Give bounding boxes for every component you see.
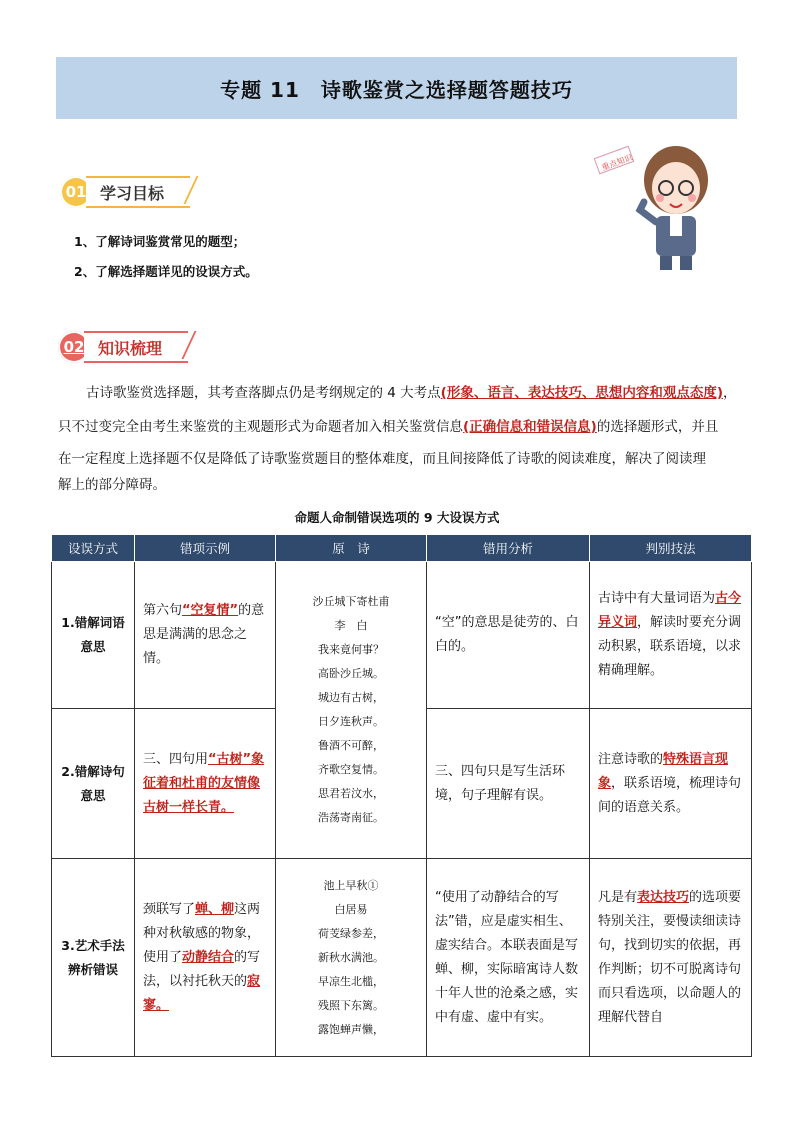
poem-line: 城边有古树， <box>318 691 384 704</box>
tip-cell <box>590 709 752 859</box>
poem-line: 早凉生北槛， <box>318 974 384 988</box>
section-label: 学习目标 <box>86 176 190 208</box>
example-highlight: 蝉、柳 <box>195 901 235 917</box>
intro-text: 的选择题形式，并且 <box>596 419 719 435</box>
column-header: 错用分析 <box>427 535 590 562</box>
poem-cell <box>276 562 427 859</box>
poem-line: 齐歌空复情。 <box>318 763 384 776</box>
table-caption: 命题人命制错误选项的 9 大设误方式 <box>294 510 500 525</box>
poem-line: 沙丘城下寄杜甫 <box>312 595 390 608</box>
goal-item: 1、了解诗词鉴赏常见的题型； <box>74 234 246 249</box>
poem-line: 李 白 <box>334 619 368 632</box>
tip-text: 的选项要特别关注，要慢读细读诗句，找到切实的依据，再作判断；切不可脱离诗句而只看选项，以命题人的理解代替自 <box>598 889 742 1025</box>
tip-text: ，联系语境，梳理诗句间的语意关系。 <box>598 775 742 815</box>
poem-line: 露饱蝉声懒， <box>318 1022 384 1036</box>
intro-highlight: (正确信息和错误信息) <box>463 419 597 435</box>
page-title: 专题 11 诗歌鉴赏之选择题答题技巧 <box>220 77 573 102</box>
analysis-cell: 三、四句只是写生活环境，句子理解有误。 <box>427 709 590 859</box>
tip-text: 古诗中有大量词语为 <box>598 591 716 606</box>
poem-line: 日夕连秋声。 <box>318 715 384 728</box>
section-number: 02 <box>58 331 90 363</box>
tip-highlight: 古今异义词 <box>598 591 742 630</box>
example-text: 的写法，以衬托秋天的 <box>143 949 261 989</box>
intro-text: 在一定程度上选择题不仅是降低了诗歌鉴赏题目的整体难度，而且间接降低了诗歌的阅读难度，解决了阅读理 <box>58 451 706 467</box>
example-cell <box>135 859 276 1057</box>
method-cell: 2.错解诗句意思 <box>52 709 135 859</box>
table-row <box>52 859 752 1057</box>
example-highlight: “古树”象征着和杜甫的友情像古树一样长青。 <box>143 751 265 815</box>
example-text: 这两种对秋敏感的物象，使用了 <box>143 901 261 965</box>
tip-highlight: 表达技巧 <box>637 889 690 905</box>
tip-cell <box>590 859 752 1057</box>
tip-text: ，解读时要充分调动积累，联系语境，以求精确理解。 <box>598 615 742 678</box>
poem-line: 池上早秋① <box>323 878 379 892</box>
section-badge-goals <box>60 176 190 208</box>
column-header: 设误方式 <box>52 535 135 562</box>
title-banner <box>56 57 737 119</box>
section-badge-knowledge <box>58 331 188 363</box>
tip-text: 注意诗歌的 <box>598 751 664 767</box>
tip-cell <box>590 562 752 709</box>
tip-text: 凡是有 <box>598 889 638 905</box>
example-highlight: 寂寥。 <box>143 973 261 1013</box>
example-text: 颈联写了 <box>143 901 196 917</box>
sticker-text: 重点知识 <box>600 152 634 173</box>
poem-line: 我来竟何事？ <box>318 643 384 656</box>
table-header-row <box>52 535 752 562</box>
table-row <box>52 562 752 709</box>
intro-text: 古诗歌鉴赏选择题，其考查落脚点仍是考纲规定的 4 大考点 <box>86 385 441 401</box>
teacher-illustration-icon <box>594 132 734 272</box>
intro-text: ， <box>723 385 737 401</box>
column-header: 错项示例 <box>135 535 276 562</box>
method-cell: 3.艺术手法辨析错误 <box>52 859 135 1057</box>
poem-line: 鲁酒不可醉， <box>318 739 384 752</box>
poem-line: 荷芰绿参差， <box>318 926 384 940</box>
analysis-cell: “使用了动静结合的写法”错，应是虚实相生、虚实结合。本联表面是写蝉、柳，实际暗寓诗人数十年人世的沧桑之感，实中有虚、虚中有实。 <box>427 859 590 1057</box>
intro-highlight: (形象、语言、表达技巧、思想内容和观点态度) <box>440 385 724 401</box>
intro-text: 只不过变完全由考生来鉴赏的主观题形式为命题者加入相关鉴赏信息 <box>58 419 463 435</box>
example-text: 第六句 <box>143 603 183 618</box>
poem-line: 浩荡寄南征。 <box>318 811 384 824</box>
column-header: 判别技法 <box>590 535 752 562</box>
example-text: 三、四句用 <box>143 751 209 767</box>
example-highlight: 动静结合 <box>182 949 235 965</box>
column-header: 原 诗 <box>276 535 427 562</box>
example-text: 的意思是满满的思念之情。 <box>143 603 265 666</box>
section-label: 知识梳理 <box>84 331 188 363</box>
poem-line: 新秋水满池。 <box>318 950 384 964</box>
tip-highlight: 特殊语言现象 <box>598 751 729 791</box>
intro-paragraph <box>58 380 748 498</box>
example-cell <box>135 562 276 709</box>
analysis-cell: “空”的意思是徒劳的、白白的。 <box>427 562 590 709</box>
section-number: 01 <box>60 176 92 208</box>
poem-line: 思君若汶水， <box>318 787 384 800</box>
method-cell: 1.错解词语意思 <box>52 562 135 709</box>
poem-line: 高卧沙丘城。 <box>318 667 384 680</box>
error-methods-table <box>51 534 752 1057</box>
example-cell <box>135 709 276 859</box>
intro-text: 解上的部分障碍。 <box>58 477 166 493</box>
example-highlight: “空复情” <box>182 603 239 618</box>
poem-line: 残照下东篱。 <box>318 998 384 1012</box>
goal-item: 2、了解选择题详见的设误方式。 <box>74 264 258 279</box>
poem-cell <box>276 859 427 1057</box>
poem-line: 白居易 <box>334 902 368 916</box>
